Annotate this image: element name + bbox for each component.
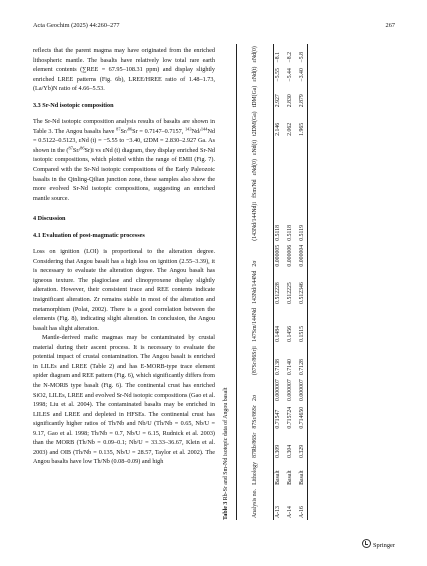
paragraph-contamination: Mantle-derived mafic magmas may be contaminated by crustal material during their ascent process. It is necessary to evaluate the potential impact of crustal contamination. The Angou basalt is enriched in LILEs and LREE (Table 2) and has E-MORB-type trace element spider diagram and REE pattern (Fig. 6), which significantly differs from the N-MORB type basalt (Fig. 6). The continental crust has enriched SiO2, LILEs, LREE and evolved Sr-Nd isotopic compositions (Gao et al. 1998; Liu et al. 2004). The contaminated basalts may be enriched in LILES and LREE and depleted in HFSEs. The continental crust has significantly higher ratios of Th/Nb and Nb/U (Th/Nb = 0.65, Nb/U = 9.17, Gao et al. 1998; Th/Nb = 0.7, Nb/U = 6.15, Rudnick et al. 2003) than the MORB (Th/Nb = 0.09–0.1; Nb/U = 33.33–36.67, Klein et al. 2003) and OIB (Th/Nb = 0.135, Nb/U = 28.57, Taylor et al. 2002). The Angou basalts have low Th/Nb (0.08–0.09) and high <box>33 334 215 466</box>
table-cell: 2.830 <box>287 94 293 108</box>
table-cell: 0.000007 <box>275 379 281 401</box>
table-cell: 0.7138 <box>275 359 281 376</box>
table-cell: Basalt <box>287 470 293 485</box>
column-header: εNd(t) <box>252 66 258 82</box>
table-cell <box>296 157 308 177</box>
table-cell: 0.512228 <box>275 282 281 304</box>
table-header-row <box>238 44 272 520</box>
rotated-table <box>221 44 397 520</box>
table-caption: Table 3 Rb-Sr and Sm-Nd isotopic data of Angou basalt <box>223 387 229 520</box>
table-cell: 0.5118 <box>287 224 293 241</box>
table-cell: 0.7128 <box>299 359 305 376</box>
column-header: (87Sr/86Sr)i <box>252 346 258 376</box>
table-cell <box>272 138 284 157</box>
column-header: εNd(t) <box>252 139 258 155</box>
column-header: fSm/Nd <box>252 179 258 198</box>
table-row <box>284 44 296 520</box>
table-cell <box>284 138 296 157</box>
section-4-heading: 4 Discussion <box>33 215 66 223</box>
right-column <box>221 44 397 522</box>
left-column <box>33 46 215 467</box>
table-cell: 2.879 <box>299 94 305 108</box>
column-header: Analysis no. <box>252 489 258 518</box>
table-cell: −3.40 <box>299 68 305 82</box>
table-cell: 0.304 <box>287 444 293 458</box>
table-cell <box>272 157 284 177</box>
column-header: εNd(0) <box>252 159 258 176</box>
table-cell: 0.512225 <box>287 282 293 304</box>
paragraph-loi: Loss on ignition (LOI) is proportional to the alteration degree. Considering that Angou basalt has a high loss on ignition (2.55–3.39), it is necessary to evaluate the alteration degree. The Angou basalt has igneous texture. The plagioclase and clinopyroxene display slightly alteration. However, their consistent trace and REE contents indicate insignificant alteration. Zr remains stable in most of the alteration and metamorphism (Polat, 2002). There is a good correlation between the elements (Fig. 8), indicating slight alteration. In conclusion, the Angou basalt has slight alteration. <box>33 248 215 332</box>
table-cell <box>284 177 296 199</box>
table-row <box>272 44 284 520</box>
column-header: t2DM(Ga) <box>252 111 258 136</box>
column-header: 2σ <box>252 260 258 267</box>
table-row <box>296 44 308 520</box>
table-cell <box>296 177 308 199</box>
page-header <box>33 22 395 34</box>
page-number: 267 <box>385 22 395 29</box>
table-cell: 0.000004 <box>299 244 305 267</box>
table-cell: 0.1515 <box>299 325 305 342</box>
table-cell: 2.927 <box>275 94 281 108</box>
table-cell: 0.714650 <box>299 406 305 429</box>
section-3-3-heading: 3.3 Sr-Nd isotopic composition <box>33 101 114 109</box>
table-cell: −5.44 <box>287 68 293 82</box>
table-cell: 0.309 <box>275 444 281 458</box>
table-cell: Basalt <box>299 470 305 485</box>
table-cell <box>272 177 284 199</box>
table-cell: −8.1 <box>275 51 281 63</box>
column-header: 2σ <box>252 394 258 401</box>
isotope-table <box>238 44 308 520</box>
table-cell: 0.71547 <box>275 409 281 429</box>
table-cell: A-16 <box>299 506 305 518</box>
publisher-name: Springer <box>372 542 395 549</box>
table-body <box>272 44 308 520</box>
column-header: tDM(Ga) <box>252 85 258 108</box>
table-cell: 0.1484 <box>275 325 281 342</box>
column-header: εNd(0) <box>252 46 258 63</box>
table-cell: −5.55 <box>275 68 281 82</box>
table-cell: 0.000006 <box>287 244 293 267</box>
paragraph-sr-nd: The Sr-Nd isotopic composition analysis results of basalts are shown in Table 3. The Angou basalts have $^{87}$Sr/$^{86}$Sr = 0.7147–0.7157, $^{143}$Nd/$^{144}$Nd = 0.5122–0.5123, εNd (t) = −5.55 to −3.40, t2DM = 2.830–2.927 Ga. As shown in the ($^{87}$Sr/$^{86}$Sr)i vs εNd (t) diagram, they display enriched Sr-Nd isotopic compositions, which plotted within the range of EMII (Fig. 7). Compared with the Sr-Nd isotopic compositions of the Early Paleozoic basalts in the Qinling-Qilian junction zone, these samples also show the more evolved Sr-Nd isotopic compositions, suggesting an enriched mantle source. <box>33 118 216 202</box>
table-cell: 0.5119 <box>299 224 305 241</box>
publisher-footer <box>362 539 395 549</box>
springer-logo-icon <box>362 539 371 548</box>
column-header: 147Sm/144Nd <box>252 308 258 342</box>
table-cell: Basalt <box>275 470 281 485</box>
table-cell <box>296 138 308 157</box>
table-cell: 0.000005 <box>275 244 281 267</box>
table-cell: 0.329 <box>299 444 305 458</box>
column-header: (143Nd/144Nd)i <box>252 202 258 241</box>
table-cell: −5.8 <box>299 51 305 63</box>
table-cell: 0.715724 <box>287 406 293 429</box>
section-4-1-heading: 4.1 Evaluation of post-magmatic processes <box>33 231 145 239</box>
table-cell: A-13 <box>275 506 281 518</box>
table-cell: 0.000007 <box>299 379 305 401</box>
column-header: Lithology <box>252 461 258 485</box>
table-cell: 2.062 <box>287 122 293 136</box>
table-cell: 2.146 <box>275 122 281 136</box>
column-header: 87Sr/86Sr <box>252 405 258 429</box>
table-cell: 1.965 <box>299 122 305 136</box>
table-cell: 0.1456 <box>287 325 293 342</box>
table-cell: 0.7140 <box>287 359 293 376</box>
column-header: 143Nd/144Nd <box>252 270 258 304</box>
column-header: 87Rb/86Sr <box>252 432 258 458</box>
table-cell: A-14 <box>287 506 293 518</box>
paragraph-intro: reflects that the parent magma may have originated from the enriched lithospheric mantle. The basalts have relatively low total rare earth element contents (∑REE = 67.95–108.31 ppm) and display slightly enriched LREE patterns (Fig. 6b), LREE/HREE ratio of 1.48–1.73, (La/Yb)N ratio of 4.66–5.53. <box>33 47 215 93</box>
table-top-rule <box>236 44 237 520</box>
table-cell <box>284 157 296 177</box>
table-cell: 0.000007 <box>287 379 293 401</box>
table-cell: 0.5118 <box>275 224 281 241</box>
journal-citation: Acta Geochim (2025) 44:260–277 <box>33 22 120 29</box>
table-cell: 0.512346 <box>299 282 305 304</box>
table-cell: −8.2 <box>287 51 293 63</box>
